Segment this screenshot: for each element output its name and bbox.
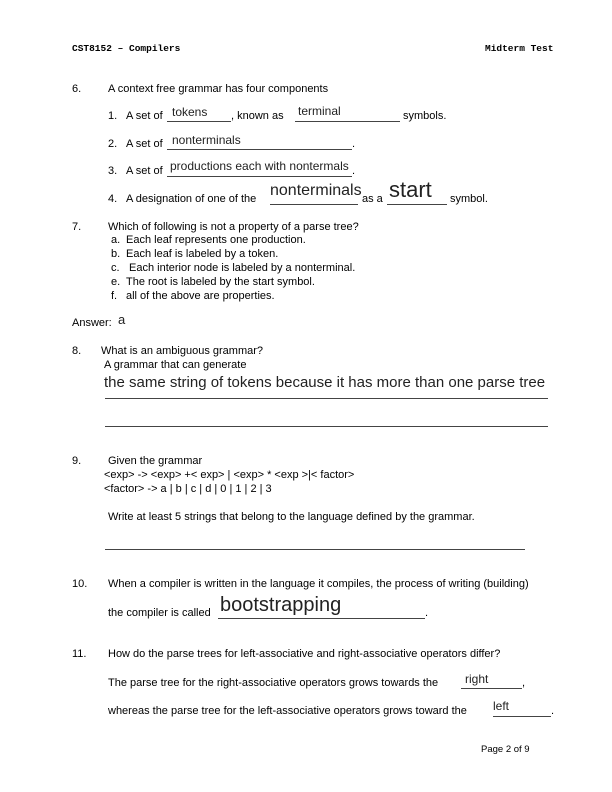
answer-blank xyxy=(493,716,551,717)
header-course: CST8152 – Compilers xyxy=(72,43,181,54)
q7-option: Each leaf represents one production. xyxy=(126,234,306,246)
q6-item-text: A set of xyxy=(126,138,163,150)
q6-item-number: 1. xyxy=(108,110,118,122)
handwritten-answer: nonterminals xyxy=(270,182,362,199)
q9-instruction: Write at least 5 strings that belong to the language defined by the grammar. xyxy=(108,511,475,523)
answer-blank xyxy=(270,204,358,205)
q10-text: When a compiler is written in the language it compiles, the process of writing (building) xyxy=(108,578,529,590)
q6-item-text: , known as xyxy=(231,110,284,122)
q7-option-letter: a. xyxy=(111,234,121,246)
handwritten-answer: bootstrapping xyxy=(220,594,342,616)
handwritten-answer: the same string of tokens because it has more than one parse tree xyxy=(104,374,546,391)
q10-number: 10. xyxy=(72,578,88,590)
q8-number: 8. xyxy=(72,345,82,357)
q6-item-text: . xyxy=(352,138,356,150)
q7-number: 7. xyxy=(72,221,82,233)
header-title: Midterm Test xyxy=(485,43,554,54)
handwritten-answer: start xyxy=(389,177,432,202)
answer-blank xyxy=(167,176,352,177)
grammar-rule: <exp> -> <exp> +< exp> | <exp> * <exp >|< factor> xyxy=(104,469,355,481)
handwritten-answer: tokens xyxy=(172,105,208,119)
page-number: Page 2 of 9 xyxy=(481,744,530,755)
handwritten-answer: right xyxy=(465,672,489,686)
q6-item-text: A designation of one of the xyxy=(126,193,257,205)
answer-blank xyxy=(461,688,522,689)
q6-item-text: . xyxy=(352,165,356,177)
q8-text: What is an ambiguous grammar? xyxy=(101,345,264,357)
q11-post1: , xyxy=(522,677,526,689)
q7-option: Each interior node is labeled by a nonterminal. xyxy=(129,262,356,274)
q10-post: . xyxy=(425,607,429,619)
q6-number: 6. xyxy=(72,83,82,95)
handwritten-answer: terminal xyxy=(298,104,341,118)
q8-lead: A grammar that can generate xyxy=(104,359,247,371)
q6-item-text: as a xyxy=(362,193,383,205)
q11-text: How do the parse trees for left-associative and right-associative operators differ? xyxy=(108,648,501,660)
q7-option: Each leaf is labeled by a token. xyxy=(126,248,279,260)
answer-blank xyxy=(218,618,425,619)
q11-line1: The parse tree for the right-associative operators grows towards the xyxy=(108,677,439,689)
q7-option-letter: e. xyxy=(111,276,121,288)
q9-text: Given the grammar xyxy=(108,455,203,467)
answer-blank xyxy=(105,549,525,550)
q6-item-number: 4. xyxy=(108,193,118,205)
grammar-rule: <factor> -> a | b | c | d | 0 | 1 | 2 | 3 xyxy=(104,483,272,495)
handwritten-answer: a xyxy=(118,312,126,327)
q7-text: Which of following is not a property of a parse tree? xyxy=(108,221,359,233)
q11-number: 11. xyxy=(72,648,87,660)
q6-item-text: symbols. xyxy=(403,110,447,122)
answer-blank xyxy=(167,149,352,150)
q6-item-text: symbol. xyxy=(450,193,488,205)
answer-blank xyxy=(295,121,400,122)
q7-option: all of the above are properties. xyxy=(126,290,275,302)
q11-post2: . xyxy=(551,705,555,717)
answer-blank xyxy=(387,204,447,205)
q6-text: A context free grammar has four components xyxy=(108,83,329,95)
answer-blank xyxy=(105,426,548,427)
answer-blank xyxy=(167,121,231,122)
answer-blank xyxy=(105,398,548,399)
q6-item-number: 2. xyxy=(108,138,118,150)
q10-pre: the compiler is called xyxy=(108,607,211,619)
q7-option: The root is labeled by the start symbol. xyxy=(126,276,315,288)
q6-item-text: A set of xyxy=(126,110,163,122)
q6-item-text: A set of xyxy=(126,165,163,177)
q7-option-letter: b. xyxy=(111,248,121,260)
handwritten-answer: nonterminals xyxy=(172,133,241,147)
handwritten-answer: productions each with nontermals xyxy=(170,159,349,173)
answer-label: Answer: xyxy=(72,317,112,329)
q7-option-letter: c. xyxy=(111,262,120,274)
handwritten-answer: left xyxy=(493,699,510,713)
q7-option-letter: f. xyxy=(111,290,118,302)
q9-number: 9. xyxy=(72,455,82,467)
q11-line2: whereas the parse tree for the left-associative operators grows toward the xyxy=(108,705,467,717)
q6-item-number: 3. xyxy=(108,165,118,177)
